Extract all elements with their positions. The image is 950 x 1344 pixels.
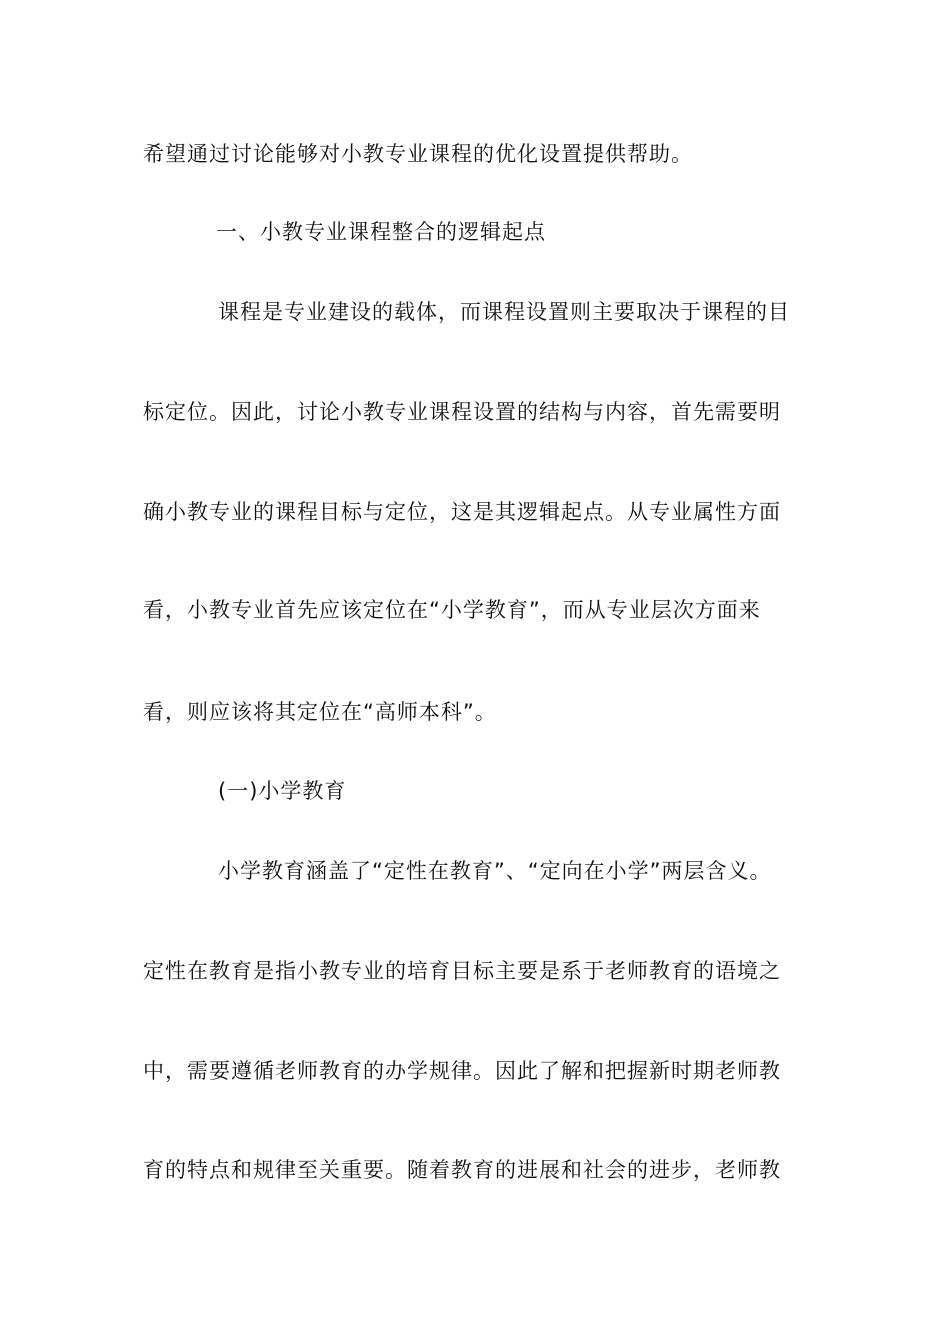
paragraph-line: 希望通过讨论能够对小教专业课程的优化设置提供帮助。 (143, 142, 693, 166)
subsection-heading: (一)小学教育 (218, 779, 347, 803)
paragraph-line: 标定位。因此，讨论小教专业课程设置的结构与内容，首先需要明 (143, 400, 781, 424)
paragraph-line: 课程是专业建设的载体，而课程设置则主要取决于课程的目 (218, 300, 790, 324)
paragraph-line: 育的特点和规律至关重要。随着教育的进展和社会的进步，老师教 (143, 1158, 781, 1182)
section-heading: 一、小教专业课程整合的逻辑起点 (216, 220, 546, 244)
paragraph-line: 定性在教育是指小教专业的培育目标主要是系于老师教育的语境之 (143, 959, 781, 983)
paragraph-line: 中，需要遵循老师教育的办学规律。因此了解和把握新时期老师教 (143, 1059, 781, 1083)
paragraph-line: 看，小教专业首先应该定位在“小学教育”，而从专业层次方面来 (143, 598, 761, 622)
paragraph-line: 看，则应该将其定位在“高师本科”。 (143, 700, 497, 724)
paragraph-line: 确小教专业的课程目标与定位，这是其逻辑起点。从专业属性方面 (143, 500, 781, 524)
paragraph-line: 小学教育涵盖了“定性在教育”、“定向在小学”两层含义。 (218, 859, 772, 883)
